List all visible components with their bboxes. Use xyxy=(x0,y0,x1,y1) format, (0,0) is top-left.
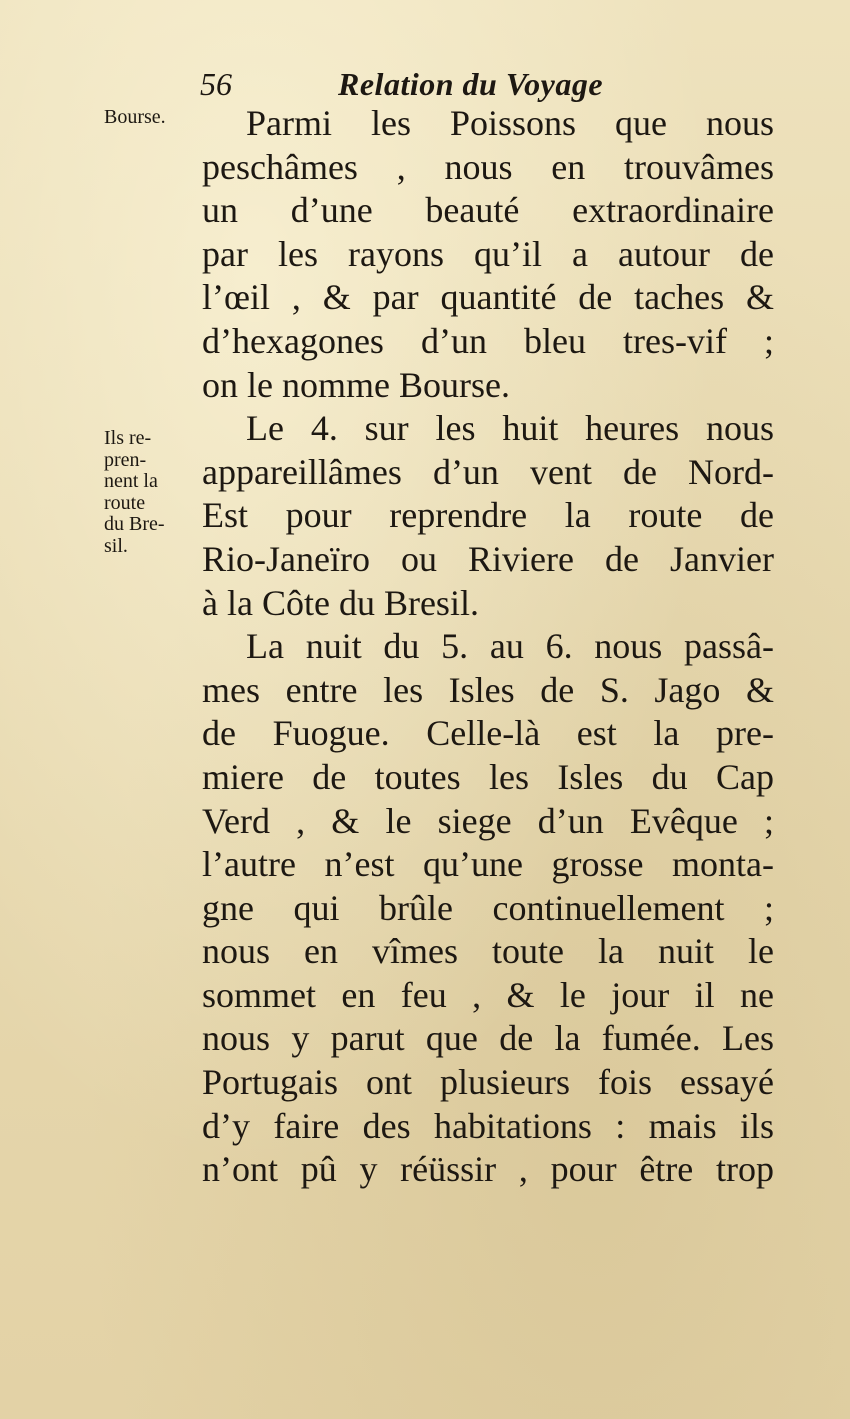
margin-note-line: nent la xyxy=(104,470,158,492)
text-line: à la Côte du Bresil. xyxy=(202,582,479,623)
text-line: Le 4. sur les huit heures nous xyxy=(246,408,774,449)
margin-note-line: route xyxy=(104,491,146,514)
paragraph-route xyxy=(202,407,774,625)
running-title: Relation du Voyage xyxy=(338,66,604,102)
margin-note-line: du Bre- xyxy=(104,513,165,535)
text-line: Verd , & le siege d’un Evêque ; xyxy=(202,800,774,841)
text-line: nous en vîmes toute la nuit le xyxy=(202,931,774,972)
text-line: Est pour reprendre la route de xyxy=(202,495,774,536)
text-line: sommet en feu , & le jour il ne xyxy=(202,974,774,1015)
text-line: par les rayons qu’il a autour de xyxy=(202,233,774,274)
margin-note-line: pren- xyxy=(104,448,147,471)
text-line: d’y faire des habitations : mais ils xyxy=(202,1105,774,1146)
margin-note-route xyxy=(104,428,204,557)
text-line: l’œil , & par quantité de taches & xyxy=(202,277,774,318)
paragraph-islands xyxy=(202,625,774,1192)
text-line: un d’une beauté extraordinaire xyxy=(202,190,774,231)
text-line: La nuit du 5. au 6. nous passâ- xyxy=(246,626,774,667)
text-line: mes entre les Isles de S. Jago & xyxy=(202,669,774,710)
text-line: de Fuogue. Celle-là est la pre- xyxy=(202,713,774,754)
paragraph-bourse xyxy=(202,102,774,407)
margin-note-line: Ils re- xyxy=(104,427,152,449)
page-header xyxy=(200,64,760,104)
text-line: Rio-Janeïro ou Riviere de Janvier xyxy=(202,538,774,579)
page-number: 56 xyxy=(200,66,232,102)
text-line: n’ont pû y réüssir , pour être trop xyxy=(202,1149,774,1190)
text-line: Portugais ont plusieurs fois essayé xyxy=(202,1062,774,1103)
margin-note-line: Bourse. xyxy=(104,106,166,128)
margin-note-bourse xyxy=(104,106,204,128)
text-line: nous y parut que de la fumée. Les xyxy=(202,1018,774,1059)
text-line: Parmi les Poissons que nous xyxy=(246,103,774,143)
text-line: on le nomme Bourse. xyxy=(202,364,510,405)
text-line: peschâmes , nous en trouvâmes xyxy=(202,146,774,187)
text-line: miere de toutes les Isles du Cap xyxy=(202,756,774,797)
text-line: appareillâmes d’un vent de Nord- xyxy=(202,451,774,492)
text-line: gne qui brûle continuellement ; xyxy=(202,887,774,928)
text-line: l’autre n’est qu’une grosse monta- xyxy=(202,844,774,885)
margin-note-line: sil. xyxy=(104,534,128,557)
body-text xyxy=(202,102,774,1192)
text-line: d’hexagones d’un bleu tres-vif ; xyxy=(202,320,774,361)
